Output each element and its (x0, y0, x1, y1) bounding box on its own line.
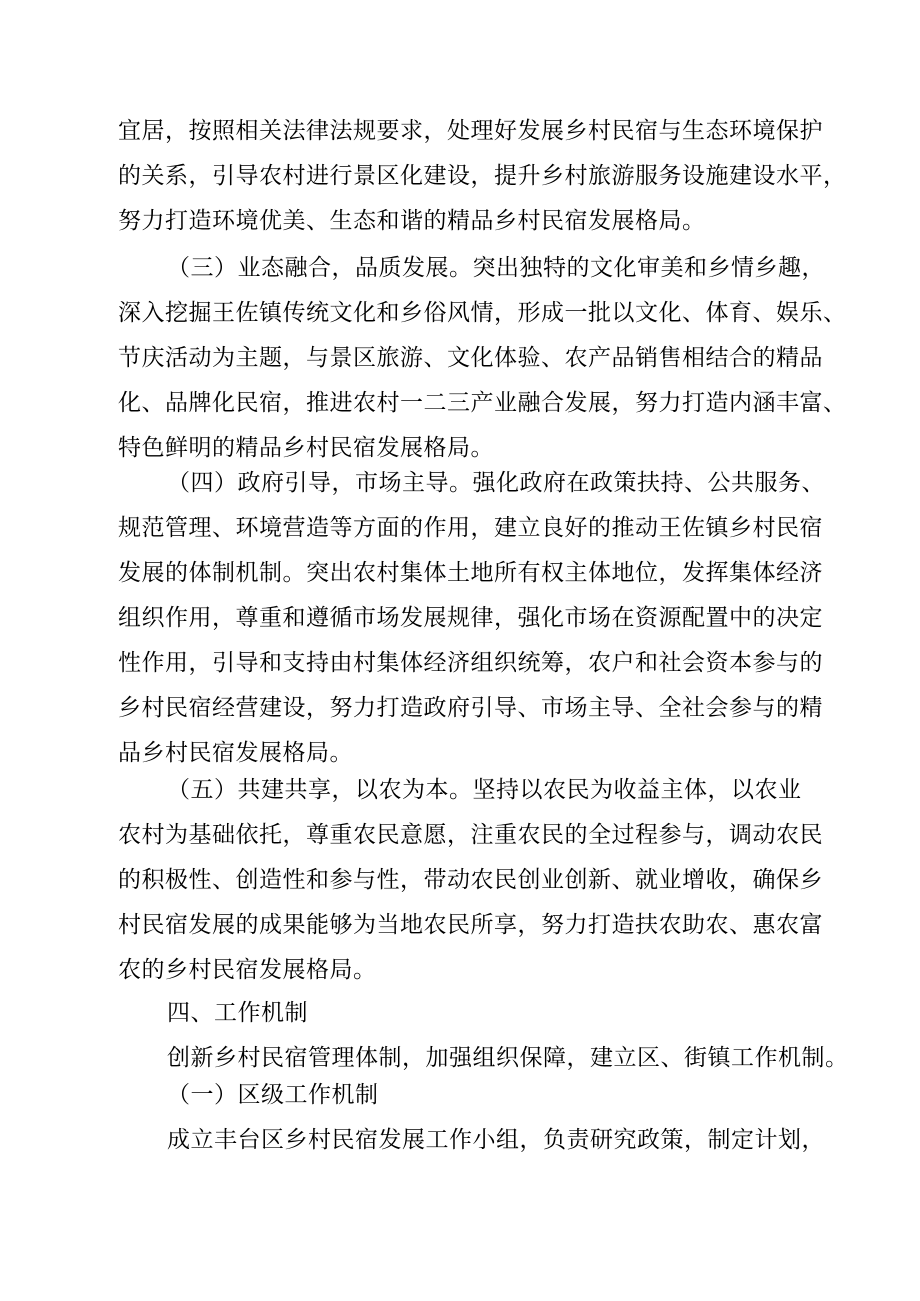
paragraph-line: 创新乡村民宿管理体制，加强组织保障，建立区、街镇工作机制。 (167, 1045, 849, 1071)
paragraph-line: （五）共建共享，以农为本。坚持以农民为收益主体，以农业 (167, 777, 802, 803)
paragraph-line: 农的乡村民宿发展格局。 (118, 957, 377, 983)
paragraph-line: 品乡村民宿发展格局。 (118, 740, 353, 766)
paragraph-line: 宜居，按照相关法律法规要求，处理好发展乡村民宿与生态环境保护 (118, 118, 823, 144)
paragraph-line: 性作用，引导和支持由村集体经济组织统筹，农户和社会资本参与的 (118, 650, 823, 676)
paragraph-line: 深入挖掘王佐镇传统文化和乡俗风情，形成一批以文化、体育、娱乐、 (118, 300, 847, 326)
section-heading: 四、工作机制 (167, 1000, 308, 1026)
paragraph-line: 努力打造环境优美、生态和谐的精品乡村民宿发展格局。 (118, 208, 706, 234)
paragraph-line: （四）政府引导，市场主导。强化政府在政策扶持、公共服务、 (167, 470, 825, 496)
subsection-heading: （一）区级工作机制 (167, 1082, 379, 1108)
paragraph-line: 成立丰台区乡村民宿发展工作小组，负责研究政策，制定计划， (167, 1127, 825, 1153)
paragraph-line: 农村为基础依托，尊重农民意愿，注重农民的全过程参与，调动农民 (118, 822, 823, 848)
paragraph-line: 村民宿发展的成果能够为当地农民所享，努力打造扶农助农、惠农富 (118, 912, 823, 938)
paragraph-line: 化、品牌化民宿，推进农村一二三产业融合发展，努力打造内涵丰富、 (118, 390, 847, 416)
paragraph-line: 规范管理、环境营造等方面的作用，建立良好的推动王佐镇乡村民宿 (118, 515, 823, 541)
paragraph-line: 组织作用，尊重和遵循市场发展规律，强化市场在资源配置中的决定 (118, 605, 823, 631)
paragraph-line: 特色鲜明的精品乡村民宿发展格局。 (118, 435, 494, 461)
paragraph-line: 的积极性、创造性和参与性，带动农民创业创新、就业增收，确保乡 (118, 867, 823, 893)
paragraph-line: 的关系，引导农村进行景区化建设，提升乡村旅游服务设施建设水平， (118, 163, 847, 189)
paragraph-line: 节庆活动为主题，与景区旅游、文化体验、农产品销售相结合的精品 (118, 345, 823, 371)
paragraph-line: （三）业态融合，品质发展。突出独特的文化审美和乡情乡趣， (167, 255, 825, 281)
paragraph-line: 发展的体制机制。突出农村集体土地所有权主体地位，发挥集体经济 (118, 560, 823, 586)
paragraph-line: 乡村民宿经营建设，努力打造政府引导、市场主导、全社会参与的精 (118, 695, 823, 721)
